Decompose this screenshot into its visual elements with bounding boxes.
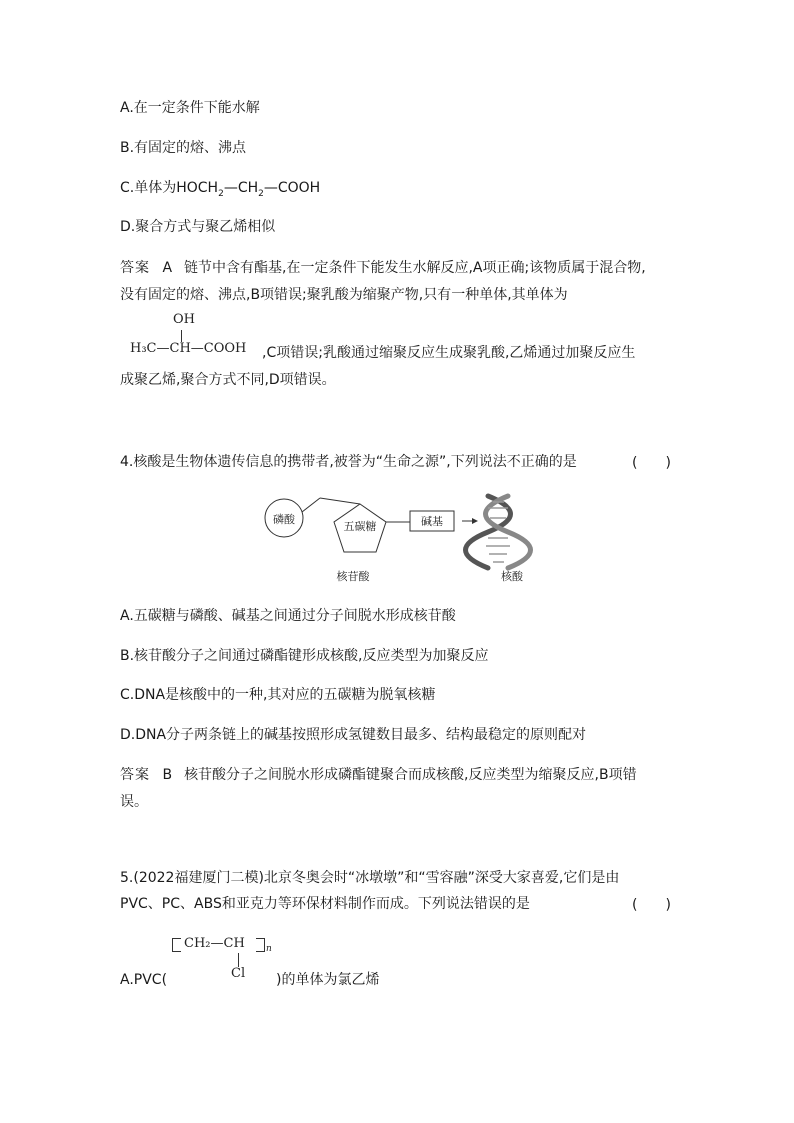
bond-line bbox=[320, 498, 360, 504]
q4-answer-line2: 误。 bbox=[120, 794, 148, 810]
answer-key: A bbox=[162, 260, 173, 276]
q4-option-a: A.五碳糖与磷酸、碱基之间通过分子间脱水形成核苷酸 bbox=[120, 608, 456, 624]
q5-stem-line1: 5.(2022福建厦门二模)北京冬奥会时“冰墩墩”和“雪容融”深受大家喜爱,它们是由 bbox=[120, 870, 620, 886]
q4-option-b: B.核苷酸分子之间通过磷酯键形成核酸,反应类型为加聚反应 bbox=[120, 648, 489, 664]
arrow-head-icon bbox=[472, 518, 478, 524]
q3-answer-line2: 没有固定的熔、沸点,B项错误;聚乳酸为缩聚产物,只有一种单体,其单体为 bbox=[120, 287, 568, 303]
pvc-bracket-right bbox=[256, 938, 265, 952]
dna-helix-icon bbox=[466, 496, 531, 568]
q3-answer-line3: ,C项错误;乳酸通过缩聚反应生成聚乳酸,乙烯通过加聚反应生 bbox=[262, 345, 636, 361]
pvc-formula-n: n bbox=[266, 944, 272, 954]
answer-label: 答案 bbox=[120, 767, 150, 783]
q4-option-d: D.DNA分子两条链上的碱基按照形成氢键数目最多、结构最稳定的原则配对 bbox=[120, 727, 587, 743]
q3-option-d: D.聚合方式与聚乙烯相似 bbox=[120, 219, 276, 235]
phosphate-label: 磷酸 bbox=[273, 513, 295, 526]
q3-option-b: B.有固定的熔、沸点 bbox=[120, 140, 247, 156]
q4-stem: 4.核酸是生物体遗传信息的携带者,被誉为“生命之源”,下列说法不正确的是 bbox=[120, 454, 577, 470]
answer-key: B bbox=[162, 767, 173, 783]
q4-answer-paren: ( ) bbox=[632, 455, 671, 471]
pvc-bond-vertical bbox=[238, 953, 239, 967]
formula-oh: OH bbox=[173, 312, 195, 327]
pvc-formula-cl: Cl bbox=[231, 966, 246, 981]
nucleotide-diagram bbox=[260, 488, 550, 588]
q5-answer-paren: ( ) bbox=[632, 897, 671, 913]
formula-lactic-acid: H₃C—CH—COOH bbox=[130, 341, 247, 356]
nucleic-acid-caption: 核酸 bbox=[501, 570, 523, 583]
q3-answer-line1: 答案 A 链节中含有酯基,在一定条件下能发生水解反应,A项正确;该物质属于混合物, bbox=[120, 260, 646, 276]
nucleotide-caption: 核苷酸 bbox=[336, 570, 370, 583]
q4-option-c: C.DNA是核酸中的一种,其对应的五碳糖为脱氧核糖 bbox=[120, 687, 436, 703]
q4-answer-line1: 答案 B 核苷酸分子之间脱水形成磷酯键聚合而成核酸,反应类型为缩聚反应,B项错 bbox=[120, 767, 637, 783]
q3-answer-line4: 成聚乙烯,聚合方式不同,D项错误。 bbox=[120, 372, 336, 388]
base-label: 碱基 bbox=[421, 515, 443, 528]
q5-option-a-suffix: )的单体为氯乙烯 bbox=[276, 972, 380, 988]
q3-option-a: A.在一定条件下能水解 bbox=[120, 100, 260, 116]
answer-label: 答案 bbox=[120, 260, 150, 276]
q5-stem-line2: PVC、PC、ABS和亚克力等环保材料制作而成。下列说法错误的是 bbox=[120, 896, 530, 912]
pentose-label: 五碳糖 bbox=[343, 520, 377, 533]
bond-line bbox=[302, 498, 320, 512]
pvc-bracket-left bbox=[172, 938, 181, 952]
q5-option-a-prefix: A.PVC( bbox=[120, 972, 168, 988]
pvc-formula-chain: CH₂—CH bbox=[184, 936, 245, 951]
q3-option-c: C.单体为$HOCH_2—CH_2—COOH$ bbox=[120, 180, 321, 199]
